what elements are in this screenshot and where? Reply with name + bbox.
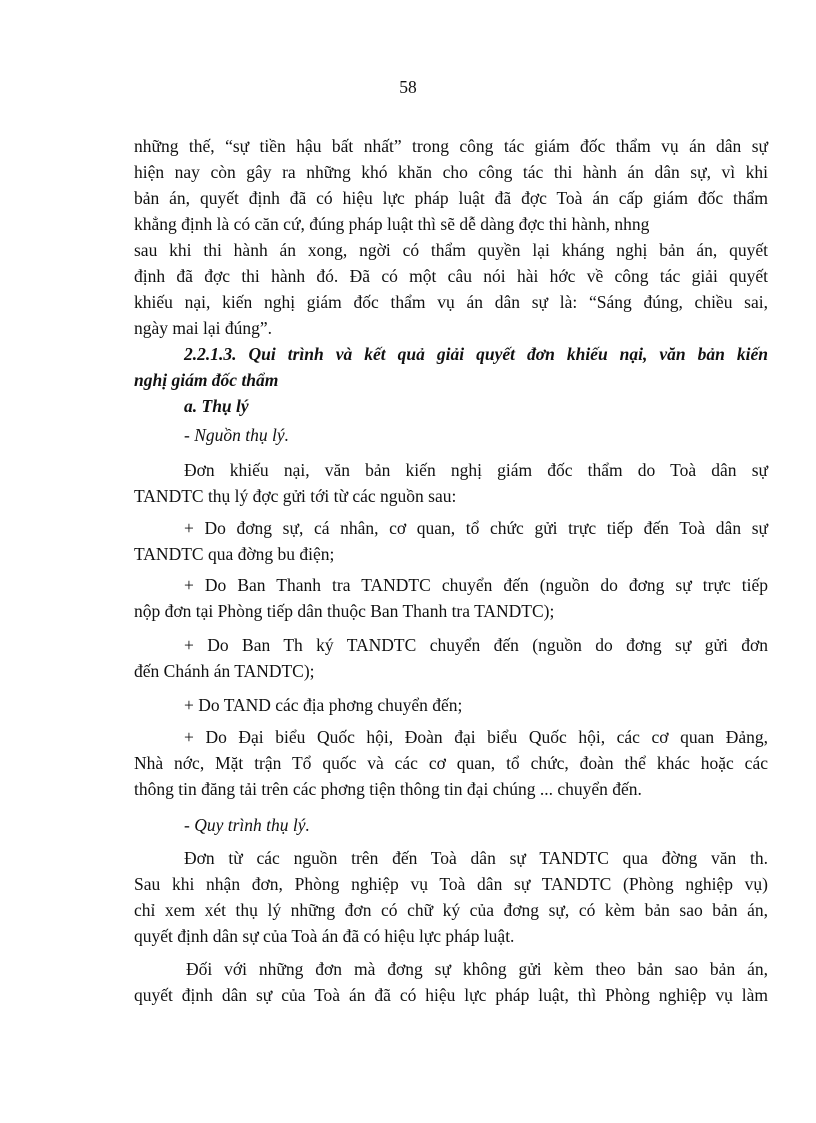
text-line: - Quy trình thụ lý. [184,815,310,835]
text-line: những thế, “sự tiền hậu bất nhất” trong công tác giám đốc thẩm vụ án dân sự [134,136,768,156]
text-line: + Do Ban Thanh tra TANDTC chuyển đến (nguồn do đơng sự trực tiếp [184,575,768,595]
text-line: + Do Đại biểu Quốc hội, Đoàn đại biểu Quốc hội, các cơ quan Đảng, [184,727,768,747]
text-line: Đơn khiếu nại, văn bản kiến nghị giám đốc thẩm do Toà dân sự [184,460,768,480]
text-line: định đã đợc thi hành đó. Đã có một câu nói hài hớc về công tác giải quyết [134,266,768,286]
text-line: khiếu nại, kiến nghị giám đốc thẩm vụ án dân sự là: “Sáng đúng, chiều sai, [134,292,768,312]
text-line: TANDTC qua đờng bu điện; [134,544,335,564]
text-line: Nhà nớc, Mặt trận Tổ quốc và các cơ quan, tổ chức, đoàn thể khác hoặc các [134,753,768,773]
text-line: - Nguồn thụ lý. [184,425,289,445]
text-line: chỉ xem xét thụ lý những đơn có chữ ký của đơng sự, có kèm bản sao bản án, [134,900,768,920]
text-line: nộp đơn tại Phòng tiếp dân thuộc Ban Thanh tra TANDTC); [134,601,555,621]
text-line: sau khi thi hành án xong, ngời có thẩm quyền lại kháng nghị bản án, quyết [134,240,768,260]
text-line: + Do Ban Th ký TANDTC chuyển đến (nguồn do đơng sự gửi đơn [184,635,768,655]
text-line: quyết định dân sự của Toà án đã có hiệu lực pháp luật, thì Phòng nghiệp vụ làm [134,985,768,1005]
text-line: + Do đơng sự, cá nhân, cơ quan, tổ chức gửi trực tiếp đến Toà dân sự [184,518,768,538]
text-line: Đơn từ các nguồn trên đến Toà dân sự TANDTC qua đờng văn th. [184,848,768,868]
text-line: + Do TAND các địa phơng chuyển đến; [184,695,463,715]
text-line: Đối với những đơn mà đơng sự không gửi kèm theo bản sao bản án, [186,959,768,979]
text-line: quyết định dân sự của Toà án đã có hiệu lực pháp luật. [134,926,515,946]
text-line: 2.2.1.3. Qui trình và kết quả giải quyết đơn khiếu nại, văn bản kiến [184,344,768,364]
text-line: khẳng định là có căn cứ, đúng pháp luật thì sẽ dễ dàng đợc thi hành, nhng [134,214,650,234]
page-number: 58 [399,77,417,97]
text-line: ngày mai lại đúng”. [134,318,273,338]
text-line: nghị giám đốc thẩm [134,370,279,390]
text-line: bản án, quyết định đã có hiệu lực pháp luật đã đợc Toà án cấp giám đốc thẩm [134,188,768,208]
text-line: thông tin đăng tải trên các phơng tiện thông tin đại chúng ... chuyển đến. [134,779,642,799]
text-line: đến Chánh án TANDTC); [134,661,315,681]
text-line: TANDTC thụ lý đợc gửi tới từ các nguồn sau: [134,486,457,506]
text-line: hiện nay còn gây ra những khó khăn cho công tác thi hành án dân sự, vì khi [134,162,768,182]
text-line: Sau khi nhận đơn, Phòng nghiệp vụ Toà dân sự TANDTC (Phòng nghiệp vụ) [134,874,768,894]
text-line: a. Thụ lý [184,396,249,416]
